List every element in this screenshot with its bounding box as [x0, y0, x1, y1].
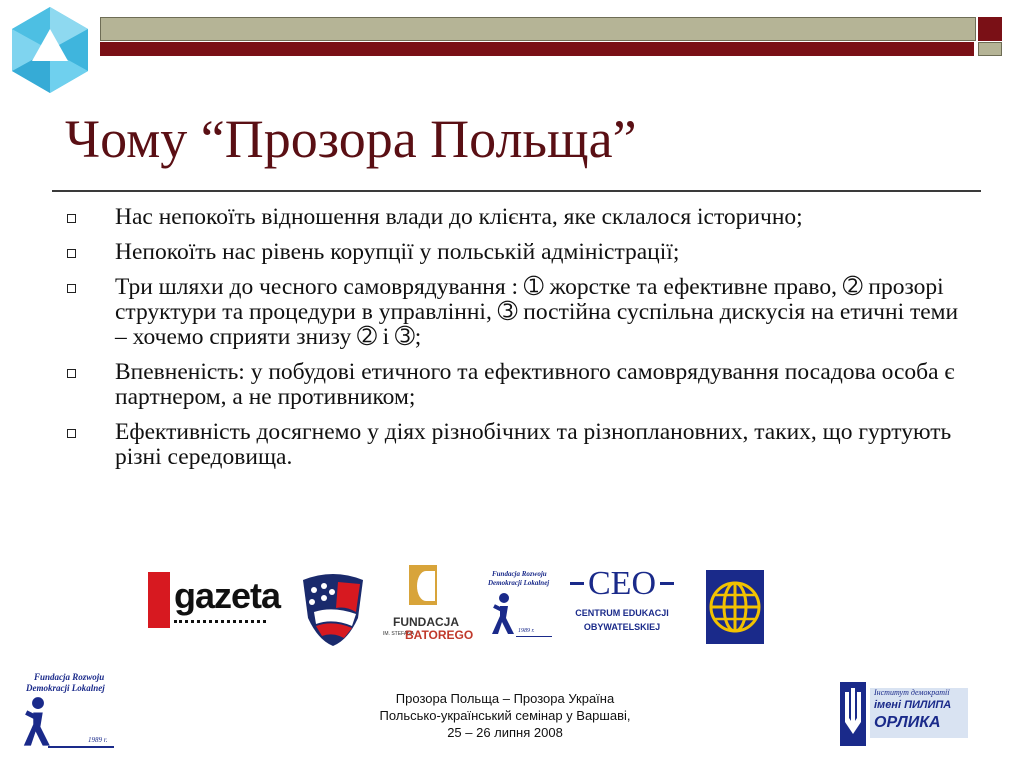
stars-stripes-logo-icon — [298, 572, 368, 648]
batory-foundation-logo: FUNDACJA IM. STEFANA BATOREGO — [383, 565, 463, 647]
bullet-item: Впевненість: у побудові етичного та ефективного самоврядування посадова особа є партнером, а не противником; — [60, 360, 960, 410]
globe-logo-icon — [706, 570, 764, 644]
hexagon-logo-icon — [10, 5, 90, 95]
trident-emblem-icon — [840, 682, 866, 746]
gazeta-logo: gazeta — [148, 572, 268, 628]
frdl-footer-logo: Fundacja Rozwoju Demokracji Lokalnej 1989 r. — [20, 672, 116, 752]
slide-title: Чому “Прозора Польща” — [65, 109, 637, 169]
bullet-item: Три шляхи до чесного самоврядування : ➀ жорстке та ефективне право, ➁ прозорі структури та процедури в управлінні, ➂ постійна суспільна дискусія на етичні теми – хочемо сприяти знизу ➁ і ➂; — [60, 275, 960, 350]
bullet-list — [60, 205, 960, 480]
running-figure-icon — [20, 696, 56, 748]
footer-line-1: Прозора Польща – Прозора Україна — [395, 691, 615, 706]
footer-line-3: 25 – 26 липня 2008 — [447, 725, 563, 740]
footer-line-2: Польсько-український семінар у Варшаві, — [379, 708, 631, 723]
running-figure-icon — [490, 592, 518, 636]
orlyk-institute-logo: Інститут демократії імені ПИЛИПА ОРЛИКА — [840, 682, 970, 748]
title-divider — [52, 190, 981, 192]
square-bullet-icon — [67, 369, 76, 378]
bullet-item: Нас непокоїть відношення влади до клієнта, яке склалося історично; — [60, 205, 960, 230]
square-bullet-icon — [67, 284, 76, 293]
header-square-dark — [978, 17, 1002, 41]
header-square-light — [978, 42, 1002, 56]
ceo-logo: CEO CENTRUM EDUKACJI OBYWATELSKIEJ — [570, 568, 674, 646]
bullet-item: Ефективність досягнемо у діях різнобічних та різноплановних, таких, що гуртують різні середовища. — [60, 420, 960, 470]
square-bullet-icon — [67, 429, 76, 438]
frdl-logo: Fundacja Rozwoju Demokracji Lokalnej 1989 r. — [488, 570, 556, 640]
square-bullet-icon — [67, 249, 76, 258]
square-bullet-icon — [67, 214, 76, 223]
bullet-item: Непокоїть нас рівень корупції у польській адміністрації; — [60, 240, 960, 265]
header-bar-light — [100, 17, 976, 41]
footer-text — [330, 690, 680, 741]
header-bar-dark — [100, 42, 974, 56]
